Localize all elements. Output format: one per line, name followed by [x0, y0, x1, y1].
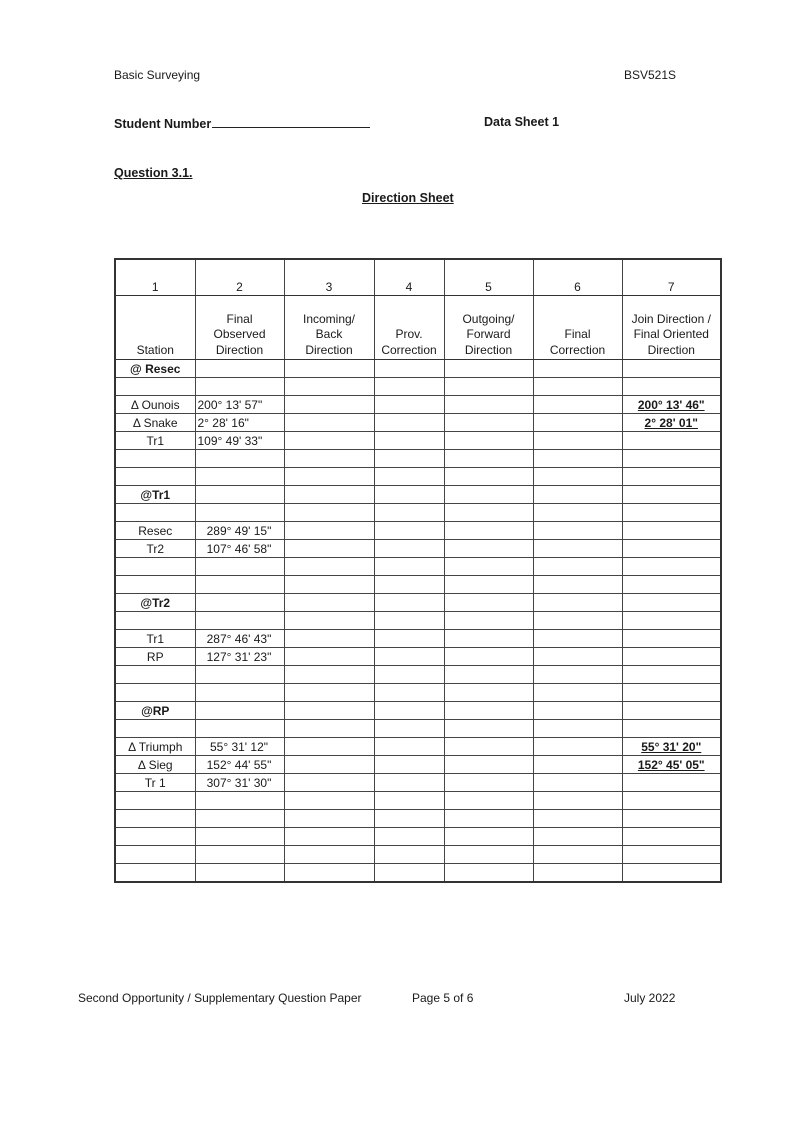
empty-cell	[284, 702, 374, 720]
table-row	[115, 612, 721, 630]
column-header-line: Join Direction /	[631, 311, 711, 326]
data-sheet-label: Data Sheet 1	[484, 115, 560, 129]
empty-cell	[444, 810, 533, 828]
table-row	[115, 666, 721, 684]
station-cell	[115, 558, 195, 576]
empty-cell	[284, 468, 374, 486]
observed-direction-cell	[195, 810, 284, 828]
empty-cell	[374, 414, 444, 432]
final-oriented-direction-cell	[622, 828, 721, 846]
column-header-line: Prov.	[395, 327, 423, 341]
column-header	[284, 296, 374, 360]
column-header-line: Back	[315, 327, 343, 341]
station-cell: Resec	[115, 522, 195, 540]
observed-direction-cell: 55° 31' 12"	[195, 738, 284, 756]
final-oriented-direction-cell	[622, 720, 721, 738]
station-cell: Tr1	[115, 432, 195, 450]
column-number: 1	[115, 259, 195, 296]
empty-cell	[374, 810, 444, 828]
empty-cell	[444, 792, 533, 810]
observed-direction-cell	[195, 576, 284, 594]
empty-cell	[284, 612, 374, 630]
empty-cell	[284, 738, 374, 756]
student-number-blank	[212, 115, 370, 128]
empty-cell	[444, 612, 533, 630]
empty-cell	[444, 360, 533, 378]
empty-cell	[533, 846, 622, 864]
table-row	[115, 648, 721, 666]
empty-cell	[444, 648, 533, 666]
empty-cell	[284, 846, 374, 864]
final-oriented-direction-cell	[622, 522, 721, 540]
empty-cell	[444, 432, 533, 450]
empty-cell	[533, 684, 622, 702]
empty-cell	[533, 612, 622, 630]
empty-cell	[374, 558, 444, 576]
observed-direction-cell	[195, 684, 284, 702]
column-number: 3	[284, 259, 374, 296]
empty-cell	[374, 522, 444, 540]
observed-direction-cell: 152° 44' 55"	[195, 756, 284, 774]
table-row	[115, 522, 721, 540]
empty-cell	[284, 396, 374, 414]
empty-cell	[533, 486, 622, 504]
observed-direction-cell	[195, 450, 284, 468]
empty-cell	[284, 792, 374, 810]
column-header-line: Observed	[213, 327, 266, 341]
empty-cell	[374, 450, 444, 468]
empty-cell	[284, 828, 374, 846]
column-header-line: Outgoing/	[462, 311, 515, 326]
column-header	[622, 296, 721, 360]
empty-cell	[444, 828, 533, 846]
table-row	[115, 576, 721, 594]
table-row	[115, 846, 721, 864]
empty-cell	[444, 396, 533, 414]
table-row	[115, 414, 721, 432]
empty-cell	[284, 810, 374, 828]
station-cell	[115, 720, 195, 738]
empty-cell	[374, 828, 444, 846]
station-cell	[115, 864, 195, 883]
empty-cell	[444, 666, 533, 684]
empty-cell	[284, 684, 374, 702]
empty-cell	[533, 810, 622, 828]
final-oriented-direction-cell	[622, 432, 721, 450]
station-cell	[115, 576, 195, 594]
observed-direction-cell	[195, 504, 284, 522]
empty-cell	[444, 684, 533, 702]
observed-direction-cell	[195, 558, 284, 576]
column-header-line: Correction	[381, 342, 437, 357]
observed-direction-cell: 109° 49' 33"	[195, 432, 284, 450]
empty-cell	[374, 774, 444, 792]
empty-cell	[444, 414, 533, 432]
station-cell: @ Resec	[115, 360, 195, 378]
empty-cell	[284, 360, 374, 378]
column-header	[374, 296, 444, 360]
table-row	[115, 396, 721, 414]
empty-cell	[284, 414, 374, 432]
column-number: 6	[533, 259, 622, 296]
observed-direction-cell	[195, 720, 284, 738]
table-row	[115, 558, 721, 576]
empty-cell	[374, 792, 444, 810]
empty-cell	[284, 450, 374, 468]
empty-cell	[533, 522, 622, 540]
empty-cell	[284, 756, 374, 774]
observed-direction-cell	[195, 828, 284, 846]
final-oriented-direction-cell	[622, 468, 721, 486]
empty-cell	[533, 576, 622, 594]
empty-cell	[284, 666, 374, 684]
empty-cell	[374, 630, 444, 648]
table-row	[115, 774, 721, 792]
empty-cell	[533, 738, 622, 756]
observed-direction-cell: 287° 46' 43"	[195, 630, 284, 648]
empty-cell	[444, 378, 533, 396]
final-oriented-direction-cell	[622, 594, 721, 612]
observed-direction-cell: 2° 28' 16"	[195, 414, 284, 432]
footer-paper-type: Second Opportunity / Supplementary Question Paper	[78, 991, 362, 1005]
column-header	[533, 296, 622, 360]
column-header-line: Final	[226, 311, 253, 326]
empty-cell	[374, 540, 444, 558]
empty-cell	[284, 558, 374, 576]
observed-direction-cell	[195, 864, 284, 883]
direction-sheet-table	[114, 258, 722, 883]
final-oriented-direction-cell	[622, 360, 721, 378]
table-row	[115, 432, 721, 450]
column-header-line: Final	[564, 327, 591, 341]
final-oriented-direction-cell	[622, 504, 721, 522]
empty-cell	[444, 756, 533, 774]
empty-cell	[374, 612, 444, 630]
table-row	[115, 792, 721, 810]
empty-cell	[533, 720, 622, 738]
table-row	[115, 450, 721, 468]
empty-cell	[374, 468, 444, 486]
final-oriented-direction-cell	[622, 486, 721, 504]
student-number-line	[114, 115, 370, 131]
empty-cell	[533, 378, 622, 396]
column-header-line: Final Oriented	[633, 327, 709, 341]
empty-cell	[374, 378, 444, 396]
observed-direction-cell: 307° 31' 30"	[195, 774, 284, 792]
table-row	[115, 540, 721, 558]
empty-cell	[444, 738, 533, 756]
final-oriented-direction-cell	[622, 810, 721, 828]
column-header-line: Correction	[549, 342, 606, 357]
final-oriented-direction-cell	[622, 630, 721, 648]
empty-cell	[374, 396, 444, 414]
final-oriented-direction-cell: 152° 45' 05"	[622, 756, 721, 774]
empty-cell	[444, 774, 533, 792]
course-code: BSV521S	[624, 68, 677, 82]
column-number: 7	[622, 259, 721, 296]
empty-cell	[374, 846, 444, 864]
column-header-line: Incoming/	[302, 311, 356, 326]
empty-cell	[284, 594, 374, 612]
column-header-line: Direction	[305, 342, 353, 357]
table-row	[115, 468, 721, 486]
observed-direction-cell	[195, 468, 284, 486]
empty-cell	[533, 594, 622, 612]
footer-date: July 2022	[624, 991, 676, 1005]
observed-direction-cell	[195, 846, 284, 864]
station-cell	[115, 846, 195, 864]
empty-cell	[533, 666, 622, 684]
empty-cell	[444, 504, 533, 522]
empty-cell	[284, 774, 374, 792]
observed-direction-cell	[195, 792, 284, 810]
column-header-line: Station	[136, 342, 174, 357]
observed-direction-cell	[195, 666, 284, 684]
empty-cell	[533, 792, 622, 810]
empty-cell	[444, 846, 533, 864]
table-row	[115, 702, 721, 720]
station-cell	[115, 666, 195, 684]
sheet-title: Direction Sheet	[362, 191, 454, 205]
station-cell	[115, 450, 195, 468]
observed-direction-cell: 127° 31' 23"	[195, 648, 284, 666]
student-number-label: Student Number	[114, 117, 212, 131]
empty-cell	[533, 648, 622, 666]
final-oriented-direction-cell	[622, 558, 721, 576]
final-oriented-direction-cell: 200° 13' 46"	[622, 396, 721, 414]
table-row	[115, 360, 721, 378]
final-oriented-direction-cell	[622, 864, 721, 883]
observed-direction-cell	[195, 378, 284, 396]
empty-cell	[533, 414, 622, 432]
final-oriented-direction-cell	[622, 450, 721, 468]
table-row	[115, 738, 721, 756]
empty-cell	[374, 504, 444, 522]
station-cell	[115, 792, 195, 810]
empty-cell	[444, 864, 533, 883]
empty-cell	[284, 630, 374, 648]
station-cell	[115, 828, 195, 846]
empty-cell	[533, 396, 622, 414]
column-header-line: Direction	[464, 342, 513, 357]
final-oriented-direction-cell	[622, 648, 721, 666]
question-label: Question 3.1.	[114, 166, 193, 180]
empty-cell	[374, 864, 444, 883]
empty-cell	[533, 360, 622, 378]
station-cell: @RP	[115, 702, 195, 720]
empty-cell	[533, 774, 622, 792]
final-oriented-direction-cell	[622, 846, 721, 864]
final-oriented-direction-cell	[622, 774, 721, 792]
column-header-row	[115, 296, 721, 360]
column-header-line: Direction	[647, 342, 695, 357]
empty-cell	[374, 576, 444, 594]
empty-cell	[533, 630, 622, 648]
table-row	[115, 378, 721, 396]
empty-cell	[284, 378, 374, 396]
empty-cell	[374, 432, 444, 450]
empty-cell	[533, 828, 622, 846]
empty-cell	[284, 576, 374, 594]
table-row	[115, 486, 721, 504]
station-cell: RP	[115, 648, 195, 666]
empty-cell	[284, 648, 374, 666]
empty-cell	[284, 540, 374, 558]
final-oriented-direction-cell	[622, 378, 721, 396]
empty-cell	[444, 558, 533, 576]
empty-cell	[374, 360, 444, 378]
empty-cell	[444, 468, 533, 486]
empty-cell	[374, 684, 444, 702]
final-oriented-direction-cell	[622, 576, 721, 594]
empty-cell	[374, 720, 444, 738]
empty-cell	[444, 720, 533, 738]
empty-cell	[533, 450, 622, 468]
empty-cell	[533, 540, 622, 558]
observed-direction-cell	[195, 486, 284, 504]
table-row	[115, 504, 721, 522]
table-row	[115, 594, 721, 612]
observed-direction-cell	[195, 612, 284, 630]
column-number: 5	[444, 259, 533, 296]
column-header	[115, 296, 195, 360]
empty-cell	[533, 504, 622, 522]
empty-cell	[444, 702, 533, 720]
empty-cell	[533, 702, 622, 720]
station-cell: @Tr2	[115, 594, 195, 612]
station-cell	[115, 468, 195, 486]
column-number: 4	[374, 259, 444, 296]
empty-cell	[533, 468, 622, 486]
column-header	[195, 296, 284, 360]
column-number-row	[115, 259, 721, 296]
table-row	[115, 720, 721, 738]
final-oriented-direction-cell	[622, 612, 721, 630]
final-oriented-direction-cell	[622, 684, 721, 702]
empty-cell	[374, 666, 444, 684]
empty-cell	[533, 756, 622, 774]
column-header	[444, 296, 533, 360]
station-cell	[115, 504, 195, 522]
empty-cell	[533, 432, 622, 450]
empty-cell	[533, 558, 622, 576]
station-cell: Δ Ounois	[115, 396, 195, 414]
observed-direction-cell	[195, 594, 284, 612]
empty-cell	[374, 486, 444, 504]
station-cell	[115, 378, 195, 396]
table-row	[115, 810, 721, 828]
station-cell: Δ Triumph	[115, 738, 195, 756]
final-oriented-direction-cell	[622, 702, 721, 720]
station-cell: Δ Sieg	[115, 756, 195, 774]
observed-direction-cell: 200° 13' 57"	[195, 396, 284, 414]
empty-cell	[444, 450, 533, 468]
empty-cell	[284, 504, 374, 522]
table-row	[115, 828, 721, 846]
station-cell: Δ Snake	[115, 414, 195, 432]
table-row	[115, 756, 721, 774]
empty-cell	[444, 630, 533, 648]
empty-cell	[444, 522, 533, 540]
final-oriented-direction-cell: 55° 31' 20"	[622, 738, 721, 756]
empty-cell	[284, 486, 374, 504]
observed-direction-cell: 289° 49' 15"	[195, 522, 284, 540]
column-header-line: Forward	[466, 327, 511, 341]
observed-direction-cell: 107° 46' 58"	[195, 540, 284, 558]
empty-cell	[444, 486, 533, 504]
footer-page-number: Page 5 of 6	[412, 991, 474, 1005]
empty-cell	[444, 594, 533, 612]
empty-cell	[284, 864, 374, 883]
observed-direction-cell	[195, 702, 284, 720]
empty-cell	[284, 720, 374, 738]
table-row	[115, 684, 721, 702]
course-name: Basic Surveying	[114, 68, 201, 82]
observed-direction-cell	[195, 360, 284, 378]
station-cell: Tr1	[115, 630, 195, 648]
empty-cell	[374, 594, 444, 612]
empty-cell	[284, 432, 374, 450]
empty-cell	[374, 756, 444, 774]
table-row	[115, 630, 721, 648]
empty-cell	[444, 576, 533, 594]
final-oriented-direction-cell	[622, 792, 721, 810]
final-oriented-direction-cell	[622, 666, 721, 684]
column-header-line: Direction	[215, 342, 264, 357]
final-oriented-direction-cell	[622, 540, 721, 558]
table-row	[115, 864, 721, 883]
station-cell: @Tr1	[115, 486, 195, 504]
station-cell	[115, 612, 195, 630]
empty-cell	[444, 540, 533, 558]
final-oriented-direction-cell: 2° 28' 01"	[622, 414, 721, 432]
station-cell	[115, 684, 195, 702]
empty-cell	[533, 864, 622, 883]
empty-cell	[374, 702, 444, 720]
station-cell: Tr 1	[115, 774, 195, 792]
empty-cell	[374, 648, 444, 666]
station-cell: Tr2	[115, 540, 195, 558]
column-number: 2	[195, 259, 284, 296]
empty-cell	[284, 522, 374, 540]
empty-cell	[374, 738, 444, 756]
station-cell	[115, 810, 195, 828]
